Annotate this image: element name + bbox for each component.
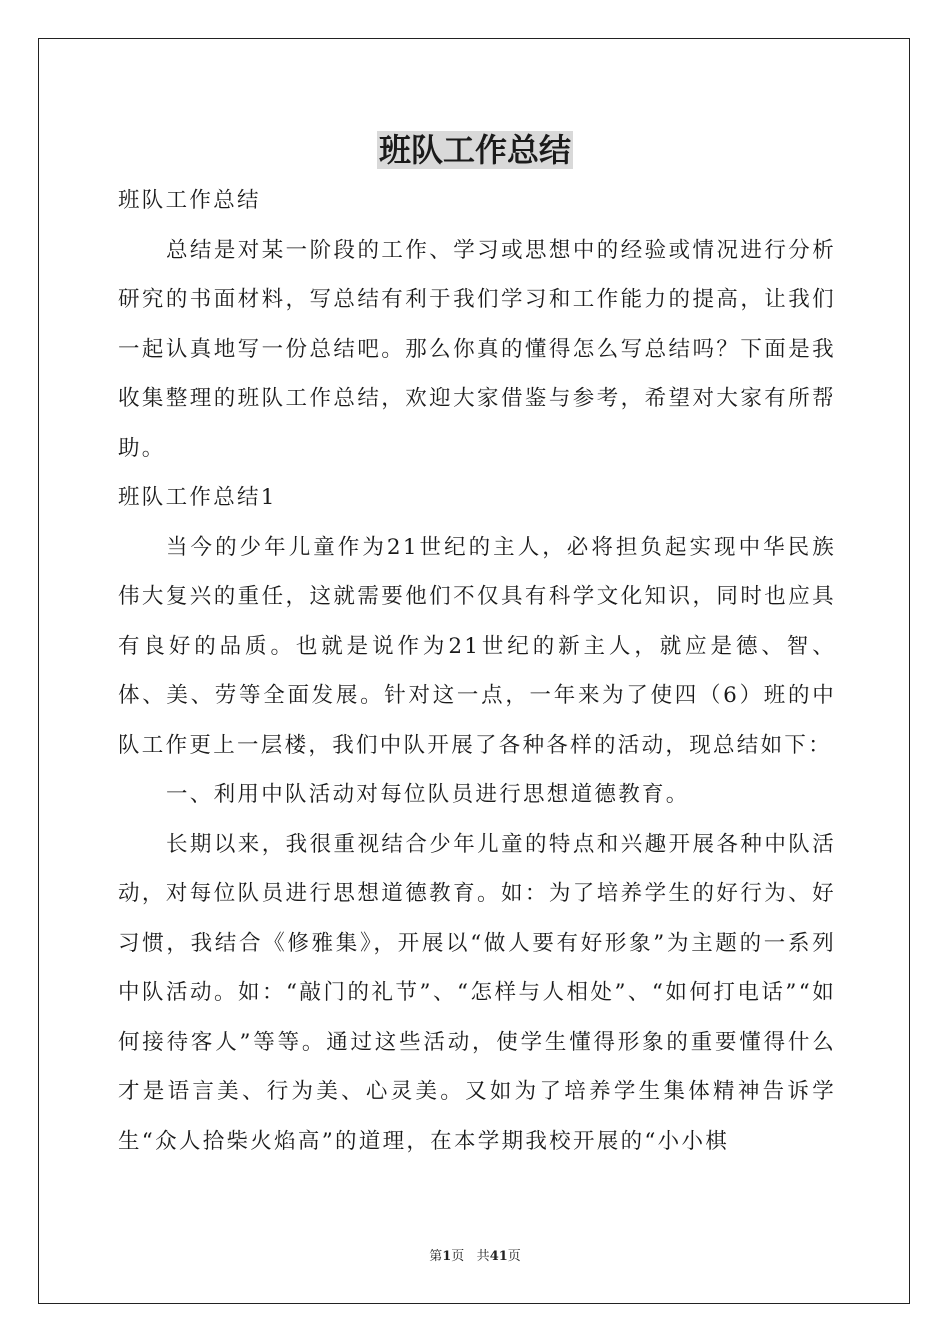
page-number: 1 <box>442 1249 452 1264</box>
paragraph-body-2: 长期以来，我很重视结合少年儿童的特点和兴趣开展各种中队活动，对每位队员进行思想道德教育。如：为了培养学生的好行为、好习惯，我结合《修雅集》，开展以“做人要有好形象”为主题的一系列中队活动。如：“敲门的礼节”、“怎样与人相处”、“如何打电话”“如何接待客人”等等。通过这些活动，使学生懂得形象的重要懂得什么才是语言美、行为美、心灵美。又如为了培养学生集体精神告诉学生“众人拾柴火焰高”的道理，在本学期我校开展的“小小棋 <box>118 831 836 1154</box>
paragraph-heading-1: 班队工作总结1 <box>118 485 277 510</box>
document-title <box>0 126 950 174</box>
total-suffix: 页 <box>507 1249 521 1264</box>
page-footer <box>0 1248 950 1266</box>
page-prefix: 第 <box>429 1249 443 1264</box>
document-title-text: 班队工作总结 <box>378 131 571 169</box>
paragraph-body-1: 当今的少年儿童作为21世纪的主人，必将担负起实现中华民族伟大复兴的重任，这就需要他们不仅具有科学文化知识，同时也应具有良好的品质。也就是说作为21世纪的新主人，就应是德、智、体、美、劳等全面发展。针对这一点，一年来为了使四（6）班的中队工作更上一层楼，我们中队开展了各种各样的活动，现总结如下： <box>118 534 836 758</box>
document-body <box>118 176 836 1166</box>
paragraph-intro: 总结是对某一阶段的工作、学习或思想中的经验或情况进行分析研究的书面材料，写总结有利于我们学习和工作能力的提高，让我们一起认真地写一份总结吧。那么你真的懂得怎么写总结吗？下面是我收集整理的班队工作总结，欢迎大家借鉴与参考，希望对大家有所帮助。 <box>118 237 836 461</box>
paragraph-subtitle: 班队工作总结 <box>118 188 261 213</box>
paragraph-section-1: 一、利用中队活动对每位队员进行思想道德教育。 <box>166 782 690 807</box>
total-pages: 41 <box>489 1249 508 1264</box>
page-suffix: 页 <box>451 1249 465 1264</box>
total-prefix: 共 <box>476 1249 490 1264</box>
